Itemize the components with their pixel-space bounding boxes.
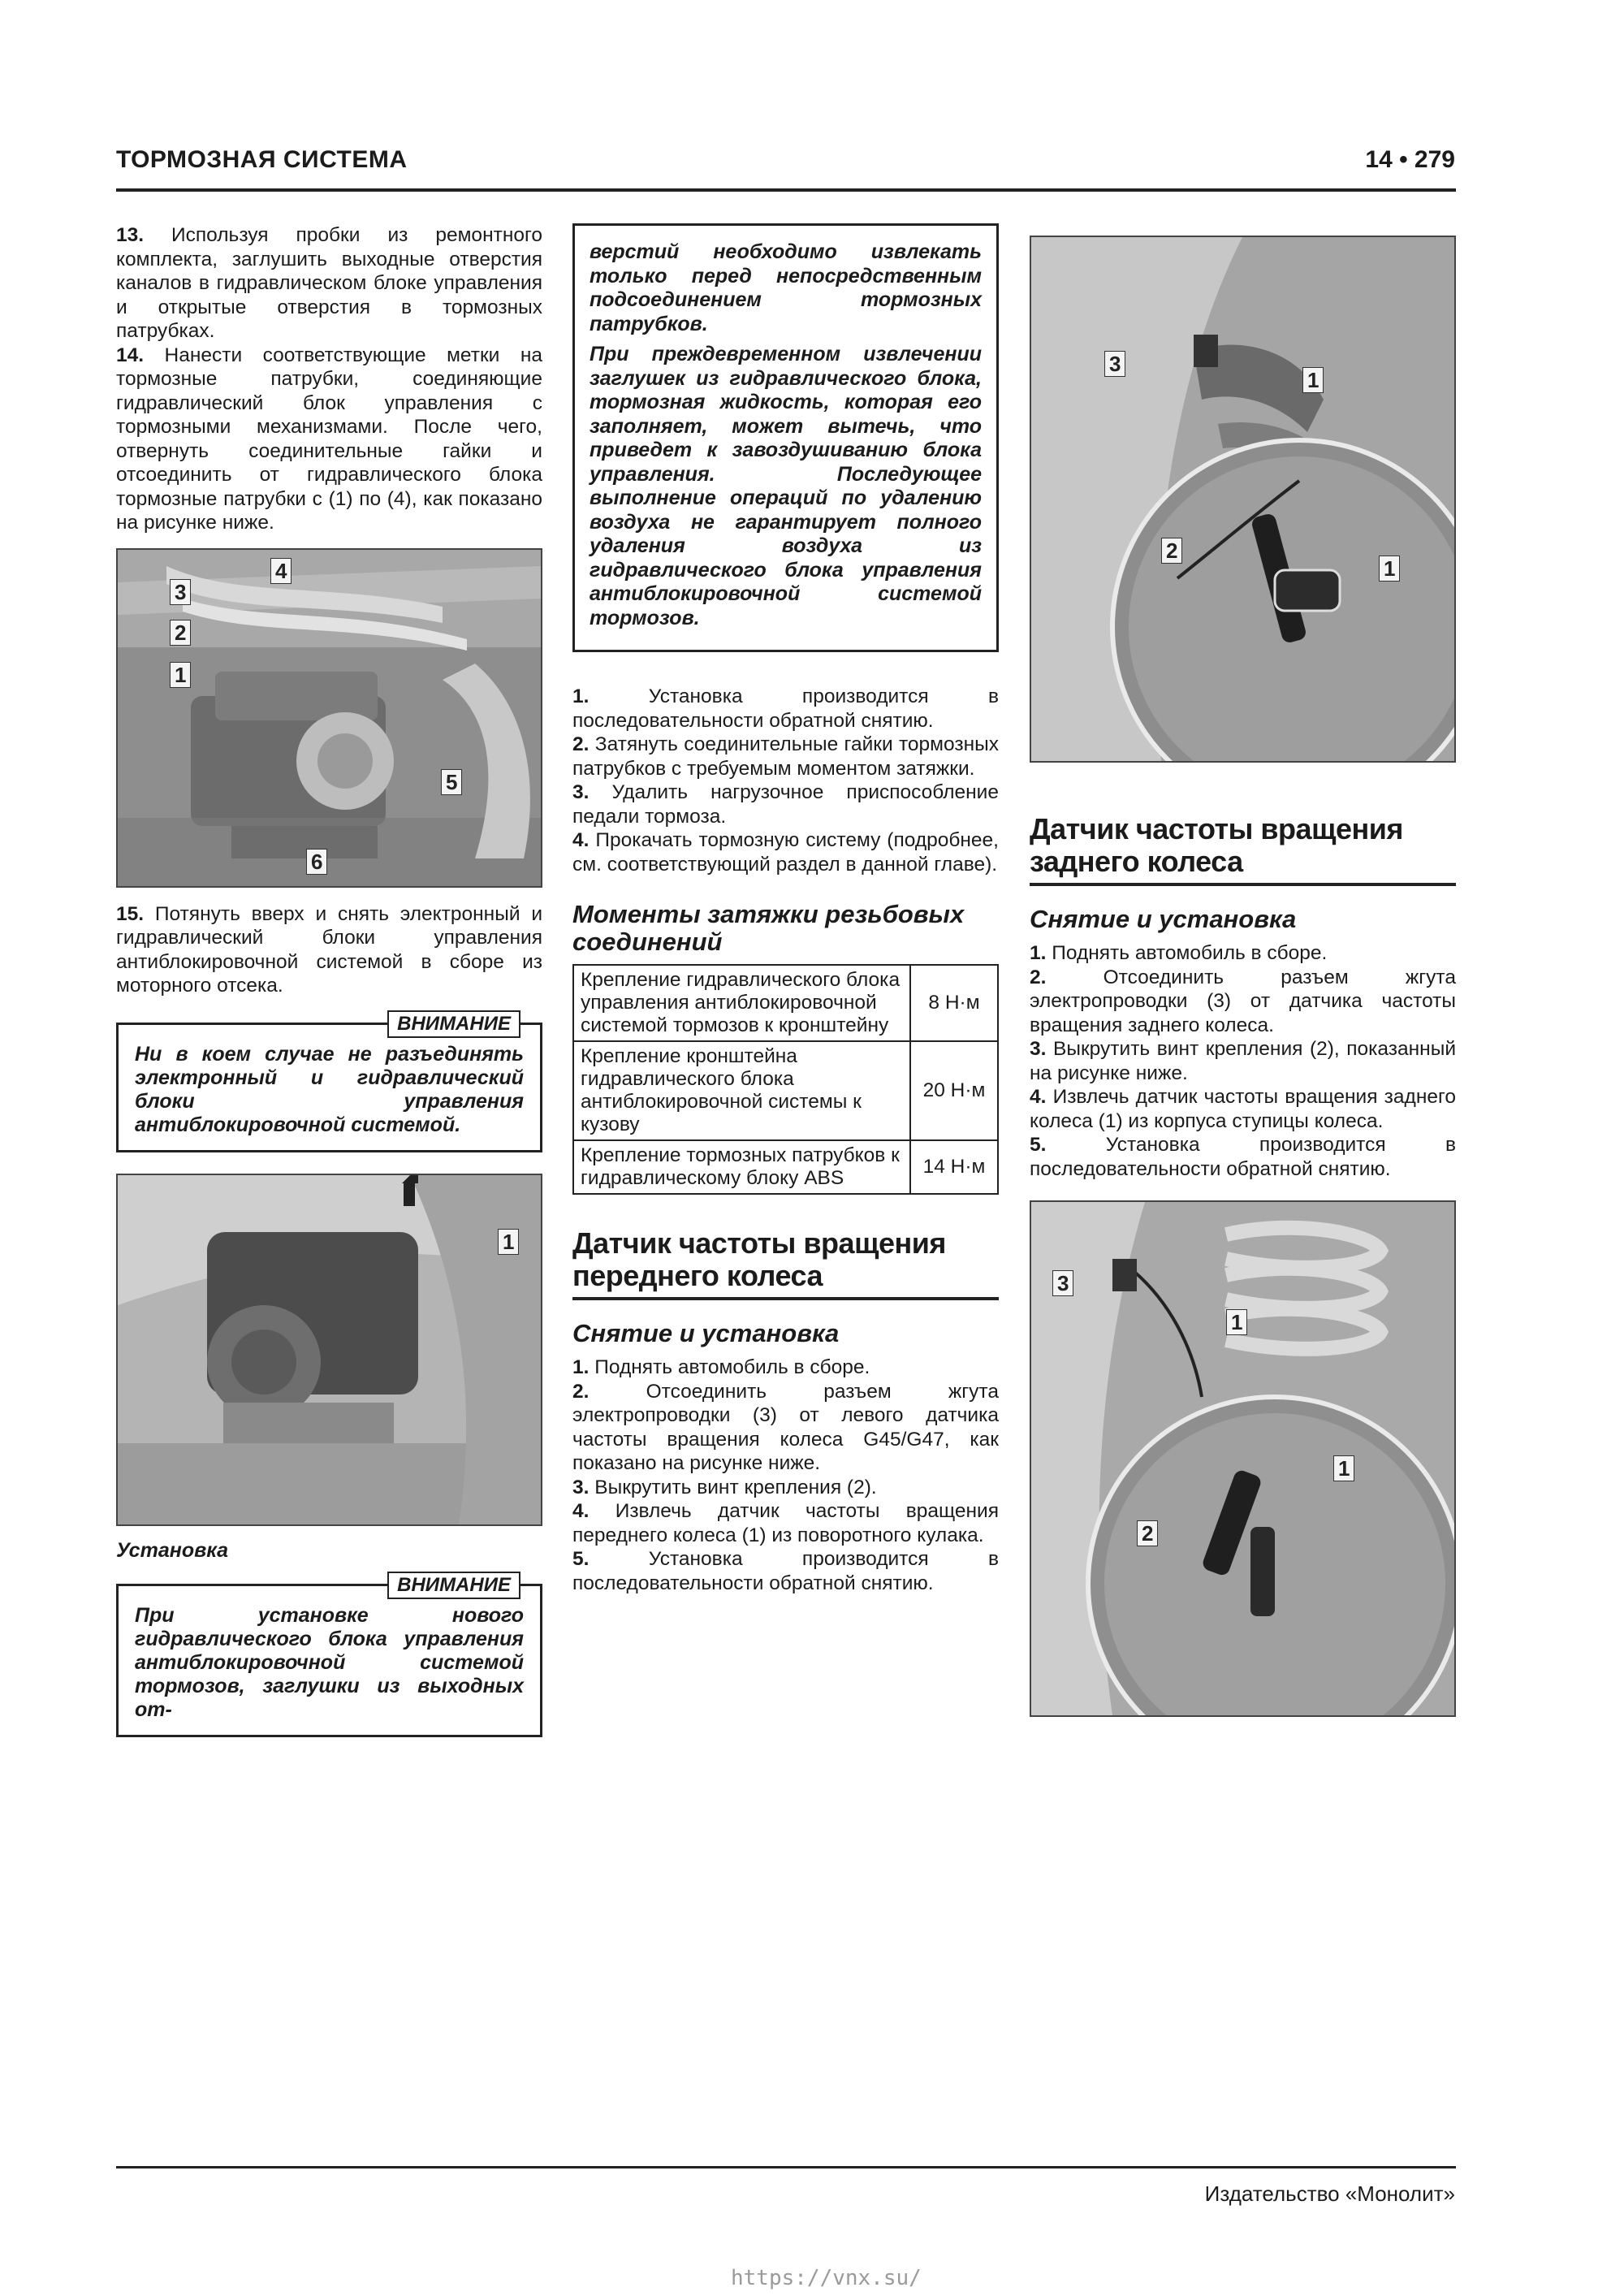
callout-label: 2 (1137, 1520, 1158, 1546)
front-step: 2. Отсоединить разъем жгута электропроводки (3) от левого датчика частоты вращения колеса G45/G47, как показано на рисунке ниже. (572, 1380, 1000, 1474)
rear-sensor-illustration (1031, 1202, 1454, 1715)
warning-box-2: ВНИМАНИЕ При установке нового гидравлического блока управления антиблокировочной системой тормозов, заглушки из выходных от- (116, 1584, 542, 1737)
table-row (573, 1140, 998, 1194)
rear-step: 5. Установка производится в последовательности обратной снятию. (1030, 1134, 1456, 1180)
torque-heading: Моменты затяжки резьбовых соединений (572, 900, 965, 956)
torque-value: 20 Н·м (910, 1041, 998, 1140)
column-right (1030, 236, 1456, 1717)
step-13: 13. Используя пробки из ремонтного комплекта, заглушить выходные отверстия каналов в гидравлическом блоке управления и открытые отверстия в тормозных патрубках. (116, 224, 542, 342)
callout-label: 1 (1302, 367, 1324, 393)
rear-step: 4. Извлечь датчик частоты вращения заднего колеса (1) из корпуса ступицы колеса. (1030, 1086, 1456, 1132)
callout-label: 4 (270, 558, 292, 584)
table-row (573, 965, 998, 1041)
warning-tag: ВНИМАНИЕ (387, 1572, 520, 1599)
install-step: 3. Удалить нагрузочное приспособление педали тормоза. (572, 781, 999, 828)
torque-item: Крепление кронштейна гидравлического блока антиблокировочной системы к кузову (573, 1041, 910, 1140)
rear-sensor-subheading: Снятие и установка (1030, 905, 1297, 933)
front-step: 3. Выкрутить винт крепления (2). (572, 1476, 877, 1498)
abs-unit-removal-illustration (118, 1175, 541, 1524)
column-middle (572, 223, 999, 1595)
rear-sensor-heading: Датчик частоты вращения заднего колеса (1030, 813, 1456, 886)
front-step: 5. Установка производится в последовательности обратной снятию. (572, 1548, 999, 1594)
callout-label: 1 (1379, 556, 1400, 582)
column-left (116, 223, 542, 1753)
install-step: 4. Прокачать тормозную систему (подробнее, см. соответствующий раздел в данной главе). (572, 829, 999, 876)
footer-divider (116, 2166, 1456, 2168)
rear-sensor-photo (1030, 1200, 1456, 1717)
step-14: 14. Нанести соответствующие метки на тормозные патрубки, соединяющие гидравлический блок управления с тормозными механизмами. После чего, отвернуть соединительные гайки и отсоединить от гидравлического блока тормозные патрубки с (1) по (4), как показано на рисунке ниже. (116, 344, 542, 534)
front-step: 1. Поднять автомобиль в сборе. (572, 1356, 870, 1378)
page-number: 14 • 279 (1365, 146, 1455, 173)
callout-label: 1 (1226, 1309, 1247, 1335)
callout-label: 2 (1161, 538, 1182, 564)
callout-label: 5 (441, 769, 462, 795)
step-15: 15. Потянуть вверх и снять электронный и гидравлический блоки управления антиблокировочной системой в сборе из моторного отсека. (116, 902, 543, 997)
watermark-link[interactable]: https://vnx.su/ (731, 2266, 922, 2290)
callout-label: 1 (170, 662, 191, 688)
callout-label: 6 (306, 849, 327, 875)
warning-box-1: ВНИМАНИЕ Ни в коем случае не разъединять электронный и гидравлический блоки управления антиблокировочной системой. (116, 1023, 542, 1152)
table-row (573, 1041, 998, 1140)
torque-value: 8 Н·м (910, 965, 998, 1041)
torque-item: Крепление тормозных патрубков к гидравлическому блоку ABS (573, 1140, 910, 1194)
torque-value: 14 Н·м (910, 1140, 998, 1194)
front-sensor-heading: Датчик частоты вращения переднего колеса (572, 1227, 999, 1300)
callout-label: 1 (1333, 1455, 1354, 1481)
torque-table (572, 964, 999, 1195)
publisher-name: Издательство «Монолит» (1204, 2181, 1455, 2206)
rear-step: 1. Поднять автомобиль в сборе. (1030, 942, 1328, 964)
front-sensor-subheading: Снятие и установка (572, 1319, 840, 1347)
callout-label: 1 (498, 1229, 519, 1255)
callout-label: 3 (1052, 1270, 1073, 1296)
rear-step: 2. Отсоединить разъем жгута электропроводки (3) от датчика частоты вращения заднего колеса. (1030, 966, 1457, 1036)
warning-continuation-box: верстий необходимо извлекать только перед непосредственным подсоединением тормозных патрубков. При преждевременном извлечении заглушек из гидравлического блока, тормозная жидкость, которая его заполняет, может вытечь, что приведет к завоздушиванию блока управления. Последующее выполнение операций по удалению воздуха не гарантирует полного удаления воздуха из гидравлического блока управления антиблокировочной системой тормозов. (572, 223, 999, 652)
front-sensor-photo (1030, 236, 1456, 763)
front-step: 4. Извлечь датчик частоты вращения переднего колеса (1) из поворотного кулака. (572, 1500, 1000, 1546)
install-step: 1. Установка производится в последовательности обратной снятию. (572, 685, 999, 732)
install-caption: Установка (116, 1538, 229, 1562)
header-divider (116, 188, 1456, 192)
abs-block-pipes-photo (116, 548, 542, 888)
abs-unit-removal-photo (116, 1174, 542, 1526)
install-step: 2. Затянуть соединительные гайки тормозных патрубков с требуемым моментом затяжки. (572, 733, 999, 780)
callout-label: 3 (1104, 351, 1125, 377)
warning-tag: ВНИМАНИЕ (387, 1010, 520, 1038)
rear-step: 3. Выкрутить винт крепления (2), показанный на рисунке ниже. (1030, 1038, 1457, 1084)
callout-label: 2 (170, 620, 191, 646)
front-sensor-illustration (1031, 237, 1454, 761)
torque-item: Крепление гидравлического блока управления антиблокировочной системой тормозов к кронштейну (573, 965, 910, 1041)
callout-label: 3 (170, 579, 191, 605)
page-header-title: ТОРМОЗНАЯ СИСТЕМА (116, 146, 408, 173)
